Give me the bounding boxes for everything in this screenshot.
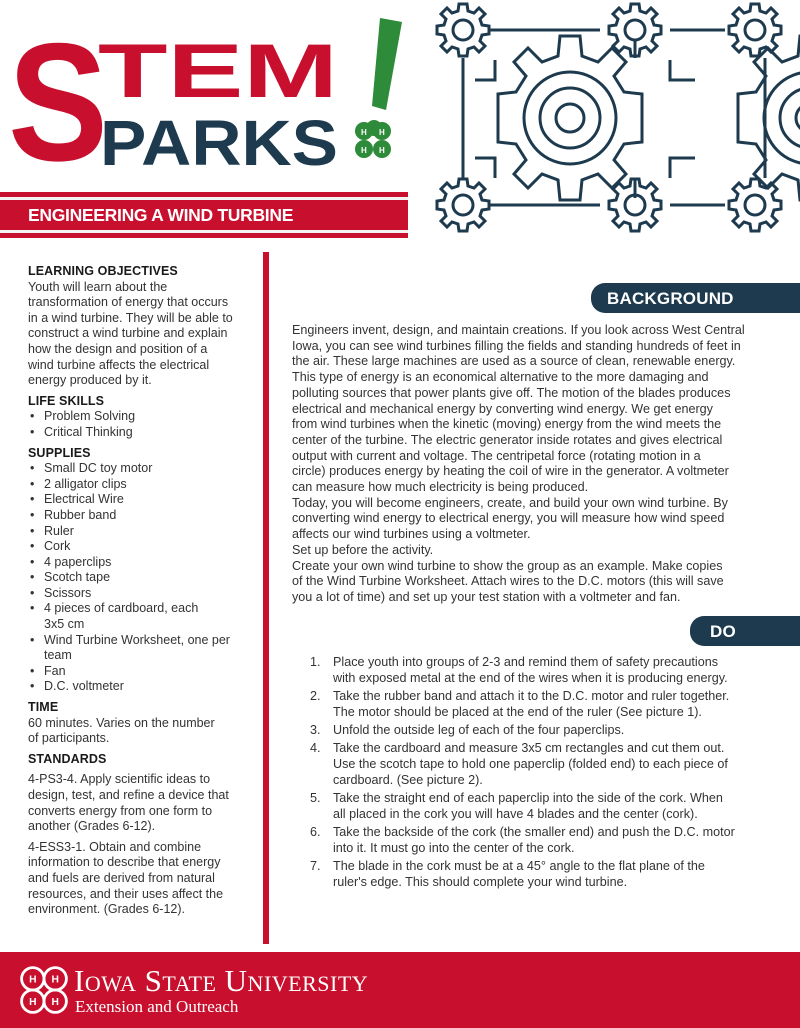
list-item: • D.C. voltmeter [44,679,250,695]
step-item [310,723,770,739]
list-item: • Scotch tape [44,570,250,586]
background-line: This type of energy is an economical alternative to the more damaging and [292,370,709,385]
step-number: 1. [310,655,321,669]
list-item: • 2 alligator clips [44,477,250,493]
background-line: output with current and voltage. The centripetal force (rotating motion in a [292,448,701,463]
svg-text:H: H [361,146,367,155]
step-number: 2. [310,689,321,703]
exclamation-icon [366,18,402,136]
list-item: • 4 paperclips [44,555,250,571]
list-item: • Cork [44,539,250,555]
time-text [28,716,250,747]
gears-pattern-decoration [425,0,800,238]
objectives-heading: LEARNING OBJECTIVES [28,264,178,278]
background-text [292,323,780,606]
background-line: you a lot of time) and set up your test station with a voltmeter and fan. [292,589,681,604]
stem-sparks-logo [0,0,420,190]
step-item [310,655,770,686]
objectives-line: Youth will learn about the [28,279,168,294]
list-item: • Critical Thinking [44,425,250,441]
background-line: center of the turbine. The electric generator inside rotates and gives electrical [292,432,723,447]
objectives-line: energy produced by it. [28,373,152,388]
step-line: with exposed metal at the end of the wires when it is producing energy. [333,670,728,685]
list-item: • 4 pieces of cardboard, each 3x5 cm [44,601,250,632]
list-item: • Scissors [44,586,250,602]
list-item: • Problem Solving [44,409,250,425]
step-item [310,825,770,856]
banner-stripe-bottom [0,230,408,233]
objectives-line: transformation of energy that occurs [28,295,229,310]
four-h-clover-icon [16,962,72,1018]
supplies-list [28,461,250,695]
background-line: Set up before the activity. [292,542,434,557]
logo-big-s: S [8,8,108,190]
standard-line: another (Grades 6-12). [28,819,156,834]
stem-sparks-logo-graphic [0,0,420,190]
list-item: • Wind Turbine Worksheet, one per team [44,633,250,664]
supplies-heading: SUPPLIES [28,445,91,460]
standard-line: and fuels are derived from natural [28,870,215,885]
svg-text:H: H [51,974,59,986]
step-number: 7. [310,859,321,873]
step-line: cardboard. (See picture 2). [333,772,483,787]
svg-text:H: H [379,146,385,155]
standards-heading: STANDARDS [28,751,107,766]
svg-text:H: H [51,996,59,1008]
step-number: 4. [310,741,321,756]
objectives-line: in a wind turbine. They will be able to [28,310,233,325]
standard-line: 4-ESS3-1. Obtain and combine [28,839,202,854]
list-item: • Rubber band [44,508,250,524]
standard-line: environment. (Grades 6-12). [28,902,186,917]
do-heading: DO [690,616,800,646]
step-line: Use the scotch tape to hold one paperclip (folded end) to each piece of [333,757,728,771]
standard-line: 4-PS3-4. Apply scientific ideas to [28,772,211,787]
step-line: Place youth into groups of 2-3 and remind them of safety precautions [333,655,719,669]
page-title: ENGINEERING A WIND TURBINE [28,205,294,225]
background-line: polluting sources that power plants give off. The motion of the blades produces [292,385,731,400]
background-line: circle) produces energy by heating the coil of wire in the generator. A voltmeter [292,464,729,479]
svg-text:H: H [361,128,367,137]
step-line: all placed in the cork you will have 4 blades and the center (cork). [333,806,698,821]
step-line: Take the straight end of each paperclip into the side of the cork. When [333,791,723,805]
svg-text:H: H [29,996,37,1008]
time-line: 60 minutes. Varies on the number [28,715,215,730]
list-item: • Ruler [44,524,250,540]
step-item [310,689,770,720]
step-number: 5. [310,791,321,805]
background-line: can measure how much electricity is being produced. [292,480,589,495]
background-line: Engineers invent, design, and maintain creations. If you look across West Central [292,323,745,337]
background-line: electrical and mechanical energy by converting wind energy. We get energy [292,401,713,416]
step-line: ruler's edge. This should complete your wind turbine. [333,874,628,889]
background-line: the air. These large machines are used as a source of clean, renewable energy. [292,354,736,369]
step-number: 6. [310,825,321,839]
step-item [310,741,770,788]
footer [0,952,800,1028]
step-line: The blade in the cork must be at a 45° angle to the flat plane of the [333,859,705,873]
background-line: converting wind energy to electrical energy, you will measure how wind speed [292,511,725,526]
step-item [310,791,770,822]
svg-text:H: H [379,128,385,137]
life-skills-heading: LIFE SKILLS [28,393,105,408]
standard-line: design, test, and refine a device that [28,788,229,802]
logo-parks: PARKS [100,107,338,179]
background-line: Iowa, you can see wind turbines filling the fields and standing hundreds of feet in [292,338,741,353]
column-divider [263,252,269,944]
step-line: Take the cardboard and measure 3x5 cm rectangles and cut them out. [333,741,725,756]
step-item [310,859,770,890]
standard-line: converts energy from one form to [28,803,213,818]
list-item: • Small DC toy motor [44,461,250,477]
left-sidebar [28,264,250,918]
background-line: from wind turbines when the kinetic (moving) energy from the wind meets the [292,417,722,432]
background-line: of the Wind Turbine Worksheet. Attach wires to the D.C. motors (this will save [292,574,724,589]
title-banner [0,192,408,238]
background-heading: BACKGROUND [591,283,800,313]
step-line: into it. It must go into the center of the cork. [333,840,575,855]
standard-line: resources, and their uses affect the [28,886,224,901]
objectives-text [28,280,250,389]
step-line: Take the backside of the cork (the smaller end) and push the D.C. motor [333,825,735,839]
list-item: • Electrical Wire [44,492,250,508]
step-line: The motor should be placed at the end of the ruler (See picture 1). [333,704,702,719]
extension-subtitle: Extension and Outreach [75,997,239,1016]
university-name: Iowa State University [74,963,369,998]
time-line: of participants. [28,731,110,746]
logo-tem: TEM [98,29,338,114]
time-heading: TIME [28,700,59,715]
objectives-line: how the design and position of a [28,341,208,356]
svg-text:H: H [29,974,37,986]
life-skills-list [28,409,250,440]
background-line: Create your own wind turbine to show the group as an example. Make copies [292,558,723,573]
do-steps-list [310,655,770,893]
standard-1-text [28,772,250,834]
background-line: Today, you will become engineers, create, and build your own wind turbine. By [292,495,728,510]
step-number: 3. [310,723,321,737]
step-line: Unfold the outside leg of each of the four paperclips. [333,723,625,737]
standard-line: information to describe that energy [28,855,221,870]
objectives-line: construct a wind turbine and explain [28,326,228,341]
list-item: • Fan [44,664,250,680]
step-line: Take the rubber band and attach it to the D.C. motor and ruler together. [333,689,730,703]
standard-2-text [28,840,250,918]
background-line: affects our wind turbines using a voltmeter. [292,527,531,542]
objectives-line: wind turbine affects the electrical [28,357,210,372]
banner-stripe-top [0,197,408,200]
